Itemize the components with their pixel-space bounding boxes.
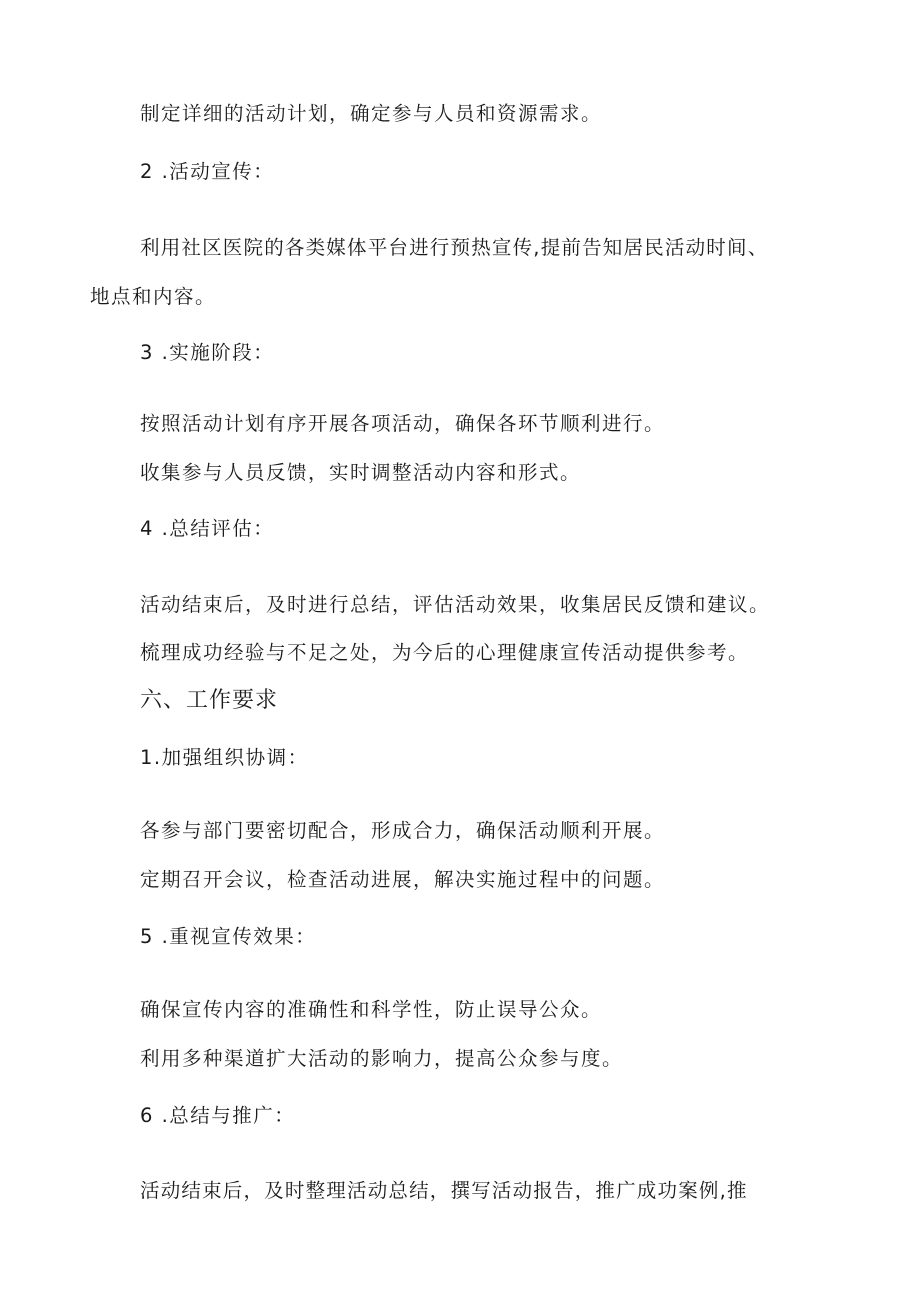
paragraph-line: 利用社区医院的各类媒体平台进行预热宣传,提前告知居民活动时间、 — [140, 236, 769, 259]
section-label: 6 .总结与推广： — [140, 1104, 296, 1127]
paragraph-line: 活动结束后，及时整理活动总结，撰写活动报告，推广成功案例,推 — [140, 1179, 748, 1202]
section-label: 4 .总结评估： — [140, 517, 275, 540]
section-label: 3 .实施阶段： — [140, 341, 275, 364]
section-label: 5 .重视宣传效果： — [140, 925, 317, 948]
paragraph-line: 梳理成功经验与不足之处，为今后的心理健康宣传活动提供参考。 — [140, 641, 750, 664]
paragraph-line: 收集参与人员反馈，实时调整活动内容和形式。 — [140, 461, 582, 484]
paragraph-line: 制定详细的活动计划，确定参与人员和资源需求。 — [140, 102, 603, 125]
paragraph-line: 按照活动计划有序开展各项活动，确保各环节顺利进行。 — [140, 412, 666, 435]
paragraph-line: 各参与部门要密切配合，形成合力，确保活动顺利开展。 — [140, 819, 666, 842]
paragraph-line: 定期召开会议，检查活动进展，解决实施过程中的问题。 — [140, 868, 666, 891]
section-label: 2 .活动宣传： — [140, 160, 275, 183]
section-heading: 六、工作要求 — [140, 688, 279, 713]
paragraph-line: 利用多种渠道扩大活动的影响力，提高公众参与度。 — [140, 1047, 624, 1070]
paragraph-line: 确保宣传内容的准确性和科学性，防止误导公众。 — [140, 998, 603, 1021]
paragraph-line: 地点和内容。 — [90, 285, 217, 308]
section-label: 1.加强组织协调： — [140, 746, 309, 769]
paragraph-line: 活动结束后，及时进行总结，评估活动效果，收集居民反馈和建议。 — [140, 593, 771, 616]
